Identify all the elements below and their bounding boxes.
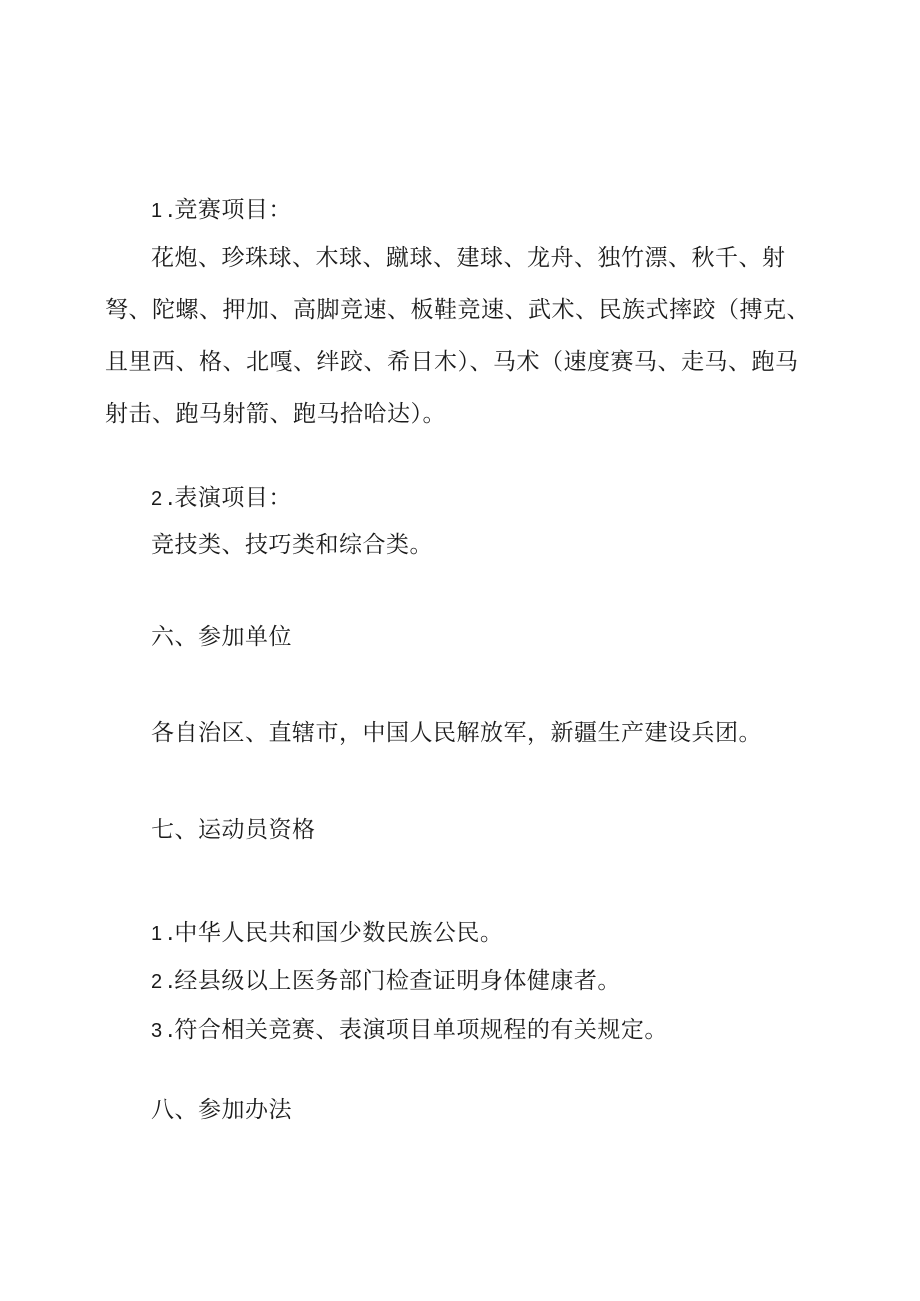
competition-heading-text: .竞赛项目： bbox=[166, 197, 292, 223]
performance-heading bbox=[151, 483, 292, 514]
list-item-text: .中华人民共和国少数民族公民。 bbox=[166, 920, 504, 946]
performance-number: 2 bbox=[151, 488, 163, 510]
performance-items: 竞技类、技巧类和综合类。 bbox=[151, 532, 433, 558]
list-item-number: 1 bbox=[151, 923, 163, 945]
section8-title: 八、参加办法 bbox=[151, 1097, 292, 1123]
section7-title: 七、运动员资格 bbox=[151, 817, 316, 843]
list-item-number: 2 bbox=[151, 971, 163, 993]
list-item bbox=[151, 918, 503, 949]
section6-title: 六、参加单位 bbox=[151, 624, 292, 650]
list-item bbox=[151, 1015, 668, 1046]
list-item-text: .经县级以上医务部门检查证明身体健康者。 bbox=[166, 968, 621, 994]
competition-items: 花炮、珍珠球、木球、蹴球、建球、龙舟、独竹漂、秋千、射弩、陀螺、押加、高脚竞速、板鞋竞速、武术、民族式摔跤（搏克、且里西、格、北嘎、绊跤、希日木）、马术（速度赛马、走马、跑马射击、跑马射箭、跑马拾哈达）。 bbox=[105, 245, 810, 427]
list-item-text: .符合相关竞赛、表演项目单项规程的有关规定。 bbox=[166, 1017, 668, 1043]
competition-heading bbox=[151, 195, 292, 226]
list-item bbox=[151, 966, 621, 997]
performance-heading-text: .表演项目： bbox=[166, 485, 292, 511]
section6-body: 各自治区、直辖市，中国人民解放军，新疆生产建设兵团。 bbox=[151, 720, 762, 746]
competition-number: 1 bbox=[151, 200, 163, 222]
list-item-number: 3 bbox=[151, 1020, 163, 1042]
